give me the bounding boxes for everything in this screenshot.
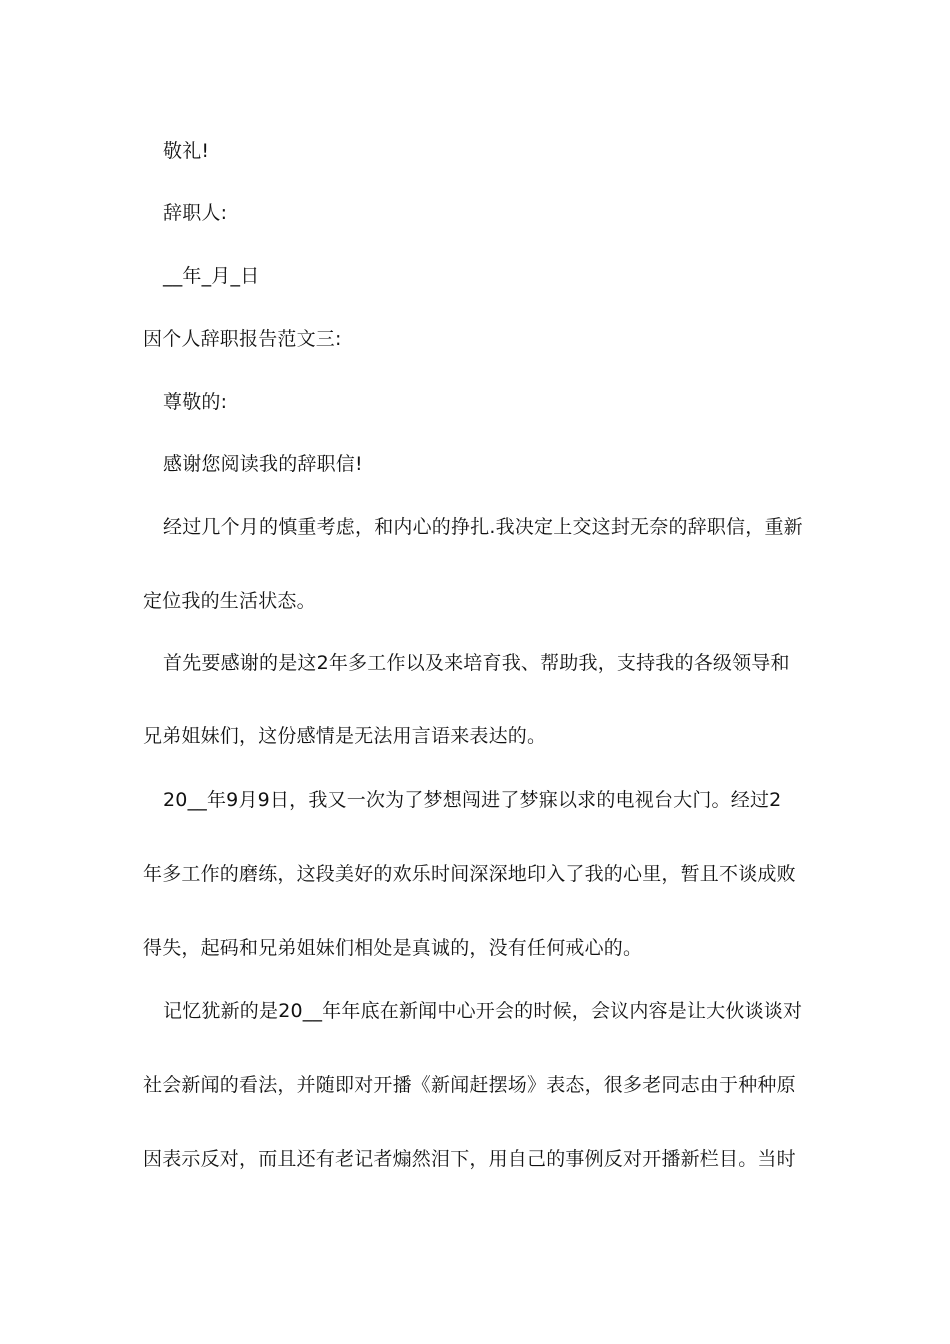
paragraph-line: 因表示反对，而且还有老记者煽然泪下，用自己的事例反对开播新栏目。当时	[143, 1148, 796, 1170]
paragraph-line: 经过几个月的慎重考虑，和内心的挣扎.我决定上交这封无奈的辞职信，重新	[163, 516, 803, 538]
section-heading: 因个人辞职报告范文三:	[143, 328, 342, 350]
closing-salutation: 敬礼!	[163, 140, 210, 162]
paragraph-line: 定位我的生活状态。	[143, 590, 316, 612]
paragraph-line: 首先要感谢的是这2年多工作以及来培育我、帮助我，支持我的各级领导和	[163, 652, 790, 674]
paragraph-line: 感谢您阅读我的辞职信!	[163, 453, 363, 475]
paragraph-line: 社会新闻的看法，并随即对开播《新闻赶摆场》表态，很多老同志由于种种原	[143, 1074, 796, 1096]
paragraph-line: 记忆犹新的是20__年年底在新闻中心开会的时候，会议内容是让大伙谈谈对	[163, 1000, 803, 1022]
signature-label: 辞职人:	[163, 202, 228, 224]
paragraph-line: 得失，起码和兄弟姐妹们相处是真诚的，没有任何戒心的。	[143, 937, 643, 959]
paragraph-line: 年多工作的磨练，这段美好的欢乐时间深深地印入了我的心里，暂且不谈成败	[143, 863, 796, 885]
paragraph-line: 兄弟姐妹们，这份感情是无法用言语来表达的。	[143, 725, 547, 747]
date-line: __年_月_日	[163, 265, 260, 287]
paragraph-line: 20__年9月9日，我又一次为了梦想闯进了梦寐以求的电视台大门。经过2	[163, 789, 782, 811]
letter-greeting: 尊敬的:	[163, 391, 228, 413]
